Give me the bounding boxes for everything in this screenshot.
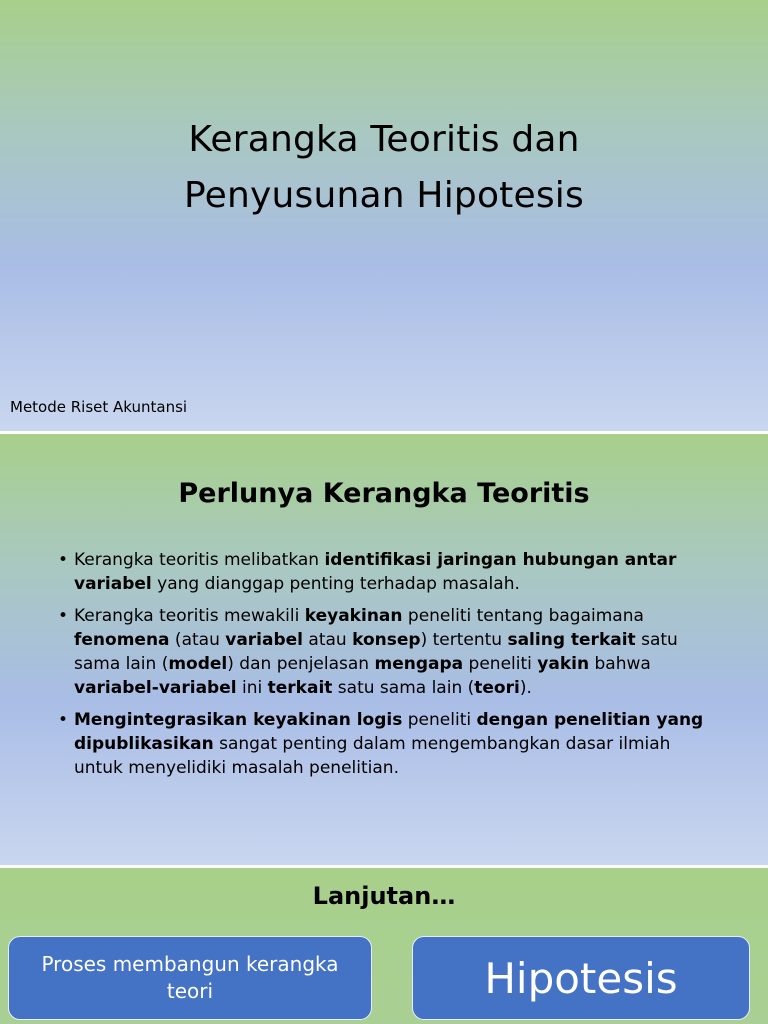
slide-heading: Perlunya Kerangka Teoritis [178,478,590,509]
bullet-item [58,548,718,596]
process-box-label: Proses membangun kerangka teori [41,952,339,1003]
hipotesis-box [412,936,750,1020]
slide-title [0,0,768,431]
bold-text: fenomena [74,630,170,650]
body-text: ) tertentu [420,630,508,650]
bullet-list [58,548,718,788]
body-text: ) dan penjelasan [227,654,375,674]
bold-text: mengapa [374,654,464,674]
slide-heading: Lanjutan… [312,882,456,910]
body-text: Kerangka teoritis mewakili [74,606,305,626]
slide-kerangka-teoritis [0,434,768,865]
body-text: ini [236,678,268,698]
bold-text: Mengintegrasikan keyakinan logis [74,710,403,730]
process-box [8,936,372,1020]
bold-text: variabel-variabel [74,678,237,698]
slide-title-heading: Kerangka Teoritis dan Penyusunan Hipotesis [184,119,584,216]
body-text: satu sama lain ( [332,678,475,698]
bold-text: variabel [225,630,304,650]
bold-text: keyakinan [304,606,403,626]
body-text: peneliti tentang bagaimana [402,606,644,626]
bullet-item [58,708,718,780]
bold-text: dengan penelitian yang dipublikasikan [74,710,704,754]
slide-lanjutan [0,868,768,1024]
bullet-item [58,604,718,700]
slide-subtitle: Metode Riset Akuntansi [10,398,188,416]
hipotesis-box-label: Hipotesis [484,953,678,1003]
bold-text: konsep [352,630,421,650]
bold-text: yakin [537,654,590,674]
body-text: (atau [169,630,226,650]
bold-text: saling terkait [507,630,636,650]
bold-text: terkait [267,678,333,698]
bold-text: identifikasi jaringan hubungan antar variabel [74,550,677,594]
body-text: peneliti [402,710,477,730]
body-text: atau [303,630,353,650]
body-text: sangat penting dalam mengembangkan dasar ilmiah untuk menyelidiki masalah penelitian. [74,734,671,778]
body-text: ). [519,678,532,698]
body-text: bahwa [589,654,651,674]
bold-text: teori [474,678,520,698]
body-text: yang dianggap penting terhadap masalah. [151,574,520,594]
body-text: peneliti [463,654,538,674]
body-text: Kerangka teoritis melibatkan [74,550,325,570]
body-text: satu sama lain ( [74,630,678,674]
bold-text: model [168,654,228,674]
